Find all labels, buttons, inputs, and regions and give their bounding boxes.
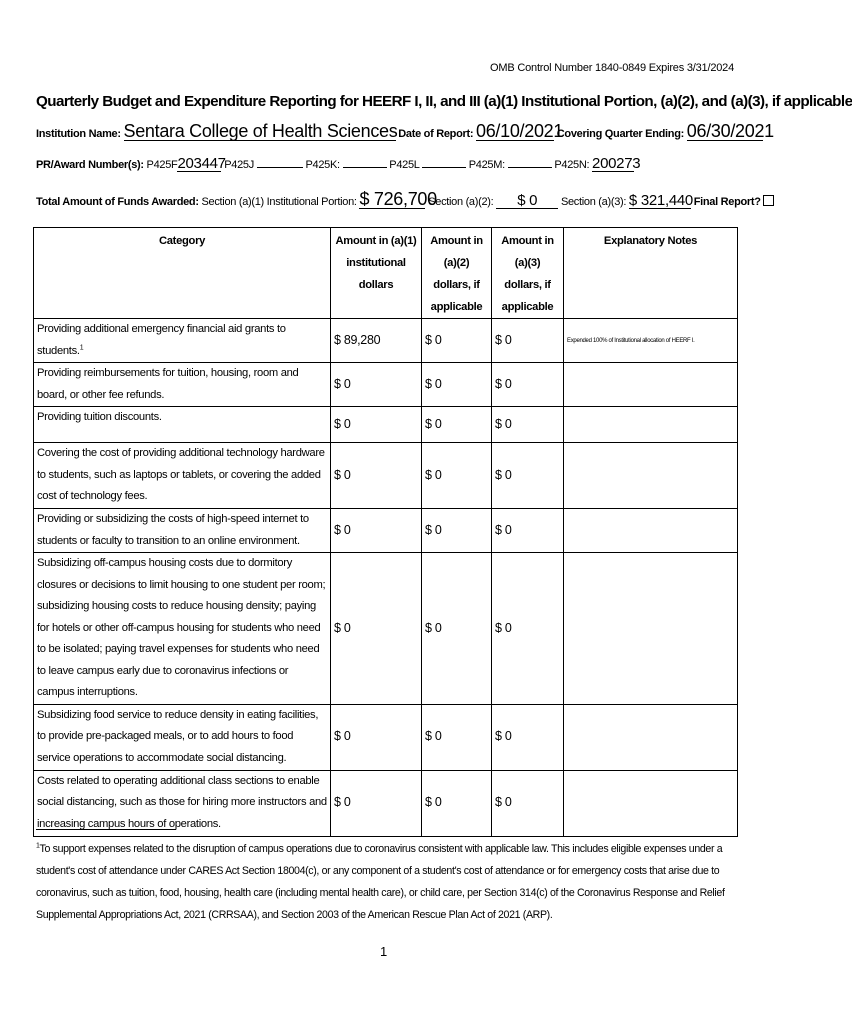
a1-awarded-field[interactable]: $ 726,700 — [359, 189, 437, 209]
date-of-report-label: Date of Report: — [398, 128, 474, 140]
footnote-text: To support expenses related to the disruption of campus operations due to coronavirus consistent with applicable law. This includes eligible expenses under a student's cost of attendance under CARES Act Section 18004(c), or any component of a student's cost of attendance or for emergency costs that arise due to coronavirus, such as tuition, food, housing, health care (including mental health care), or child care, per Section 314(c) of the Coronavirus Response and Relief Supplemental Appropriations Act, 2021 (CRRSAA), and Section 2003 of the American Rescue Plan Act of 2021 (ARP). — [36, 843, 725, 921]
p425f-label: P425F — [146, 159, 178, 171]
a3-amount-cell[interactable]: $ 0 — [492, 443, 564, 509]
a1-amount-cell[interactable]: $ 0 — [331, 509, 422, 553]
notes-cell[interactable] — [564, 363, 738, 407]
footnote — [36, 838, 736, 926]
header-notes: Explanatory Notes — [564, 228, 738, 319]
a3-amount-cell[interactable]: $ 0 — [492, 553, 564, 705]
a2-awarded-field[interactable]: $ 0 — [496, 193, 558, 209]
p425m-field[interactable] — [508, 167, 552, 168]
a1-amount-cell[interactable]: $ 0 — [331, 553, 422, 705]
category-cell: Providing reimbursements for tuition, housing, room and board, or other fee refunds. — [34, 363, 331, 407]
category-cell — [34, 319, 331, 363]
institution-name-field[interactable]: Sentara College of Health Sciences — [123, 121, 398, 141]
p425k-label: P425K: — [305, 159, 340, 171]
table-row — [34, 770, 738, 836]
table-row — [34, 363, 738, 407]
table-row — [34, 704, 738, 770]
p425j-label: P425J — [224, 159, 254, 171]
a2-amount-cell[interactable]: $ 0 — [422, 509, 492, 553]
p425n-label: P425N: — [554, 159, 590, 171]
final-report-checkbox[interactable] — [763, 195, 774, 206]
p425l-field[interactable] — [422, 167, 466, 168]
footnote-divider — [36, 829, 176, 830]
p425j-field[interactable] — [257, 167, 303, 168]
page-number: 1 — [380, 944, 388, 959]
a3-amount-cell[interactable]: $ 0 — [492, 363, 564, 407]
p425f-field[interactable]: 203447 — [177, 155, 226, 172]
expenditure-table — [33, 227, 738, 837]
date-of-report-field[interactable]: 06/10/2021 — [475, 121, 564, 141]
quarter-ending-field[interactable]: 06/30/2021 — [686, 121, 774, 141]
quarter-ending-label: Covering Quarter Ending: — [556, 128, 685, 140]
header-category: Category — [34, 228, 331, 319]
a1-amount-cell[interactable]: $ 89,280 — [331, 319, 422, 363]
table-header-row — [34, 228, 738, 319]
category-cell: Covering the cost of providing additional technology hardware to students, such as laptops or tablets, or covering the added cost of technology fees. — [34, 443, 331, 509]
notes-cell[interactable] — [564, 443, 738, 509]
table-row — [34, 319, 738, 363]
header-a1: Amount in (a)(1) institutional dollars — [331, 228, 422, 319]
a2-amount-cell[interactable]: $ 0 — [422, 704, 492, 770]
notes-cell[interactable] — [564, 553, 738, 705]
a1-amount-cell[interactable]: $ 0 — [331, 363, 422, 407]
footnote-mark: 1 — [36, 842, 40, 850]
a2-amount-cell[interactable]: $ 0 — [422, 363, 492, 407]
table-row — [34, 443, 738, 509]
category-cell: Subsidizing off-campus housing costs due to dormitory closures or decisions to limit housing to one student per room; subsidizing housing costs to reduce housing density; paying for hotels or other off-campus housing for students who need to be isolated; paying travel expenses for students who need to leave campus early due to coronavirus infections or campus interruptions. — [34, 553, 331, 705]
notes-cell[interactable] — [564, 509, 738, 553]
a2-awarded-label: Section (a)(2): — [428, 196, 494, 208]
a2-amount-cell[interactable]: $ 0 — [422, 770, 492, 836]
a1-awarded-label: Section (a)(1) Institutional Portion: — [201, 196, 357, 208]
a3-amount-cell[interactable]: $ 0 — [492, 407, 564, 443]
category-cell: Costs related to operating additional class sections to enable social distancing, such as those for hiring more instructors and increasing campus hours of operations. — [34, 770, 331, 836]
category-cell: Providing tuition discounts. — [34, 407, 331, 443]
notes-cell[interactable]: Expended 100% of Institutional allocation of HEERF I. — [564, 319, 738, 363]
a2-amount-cell[interactable]: $ 0 — [422, 553, 492, 705]
page-title: Quarterly Budget and Expenditure Reporting for HEERF I, II, and III (a)(1) Institutional Portion, (a)(2), and (a)(3), if applicable — [36, 93, 852, 110]
a3-awarded-label: Section (a)(3): — [560, 196, 627, 208]
table-row — [34, 553, 738, 705]
category-cell: Subsidizing food service to reduce density in eating facilities, to provide pre-packaged meals, or to add hours to food service operations to accommodate social distancing. — [34, 704, 331, 770]
footnote-ref: 1 — [79, 343, 84, 351]
final-report-label: Final Report? — [693, 196, 761, 208]
a3-awarded-field[interactable]: $ 321,440 — [628, 192, 693, 209]
a2-amount-cell[interactable]: $ 0 — [422, 407, 492, 443]
table-row — [34, 509, 738, 553]
table-row — [34, 407, 738, 443]
a3-amount-cell[interactable]: $ 0 — [492, 770, 564, 836]
a1-amount-cell[interactable]: $ 0 — [331, 443, 422, 509]
funds-awarded-label: Total Amount of Funds Awarded: — [36, 196, 199, 208]
header-a2: Amount in (a)(2) dollars, if applicable — [422, 228, 492, 319]
institution-label: Institution Name: — [36, 128, 121, 140]
p425k-field[interactable] — [343, 167, 387, 168]
award-number-label: PR/Award Number(s): — [36, 159, 144, 171]
p425n-field[interactable]: 200273 — [592, 155, 641, 172]
category-cell: Providing or subsidizing the costs of high-speed internet to students or faculty to transition to an online environment. — [34, 509, 331, 553]
a1-amount-cell[interactable]: $ 0 — [331, 407, 422, 443]
notes-cell[interactable] — [564, 704, 738, 770]
a3-amount-cell[interactable]: $ 0 — [492, 319, 564, 363]
header-a3: Amount in (a)(3) dollars, if applicable — [492, 228, 564, 319]
funds-awarded-line — [36, 190, 774, 209]
award-number-line — [36, 155, 641, 172]
p425l-label: P425L — [389, 159, 420, 171]
category-text: Providing additional emergency financial aid grants to students. — [37, 323, 286, 357]
a1-amount-cell[interactable]: $ 0 — [331, 704, 422, 770]
a1-amount-cell[interactable]: $ 0 — [331, 770, 422, 836]
a3-amount-cell[interactable]: $ 0 — [492, 509, 564, 553]
notes-cell[interactable] — [564, 407, 738, 443]
omb-control-number: OMB Control Number 1840-0849 Expires 3/31/2024 — [490, 62, 734, 74]
notes-cell[interactable] — [564, 770, 738, 836]
institution-line — [36, 121, 774, 141]
p425m-label: P425M: — [468, 159, 505, 171]
a2-amount-cell[interactable]: $ 0 — [422, 443, 492, 509]
a3-amount-cell[interactable]: $ 0 — [492, 704, 564, 770]
a2-amount-cell[interactable]: $ 0 — [422, 319, 492, 363]
